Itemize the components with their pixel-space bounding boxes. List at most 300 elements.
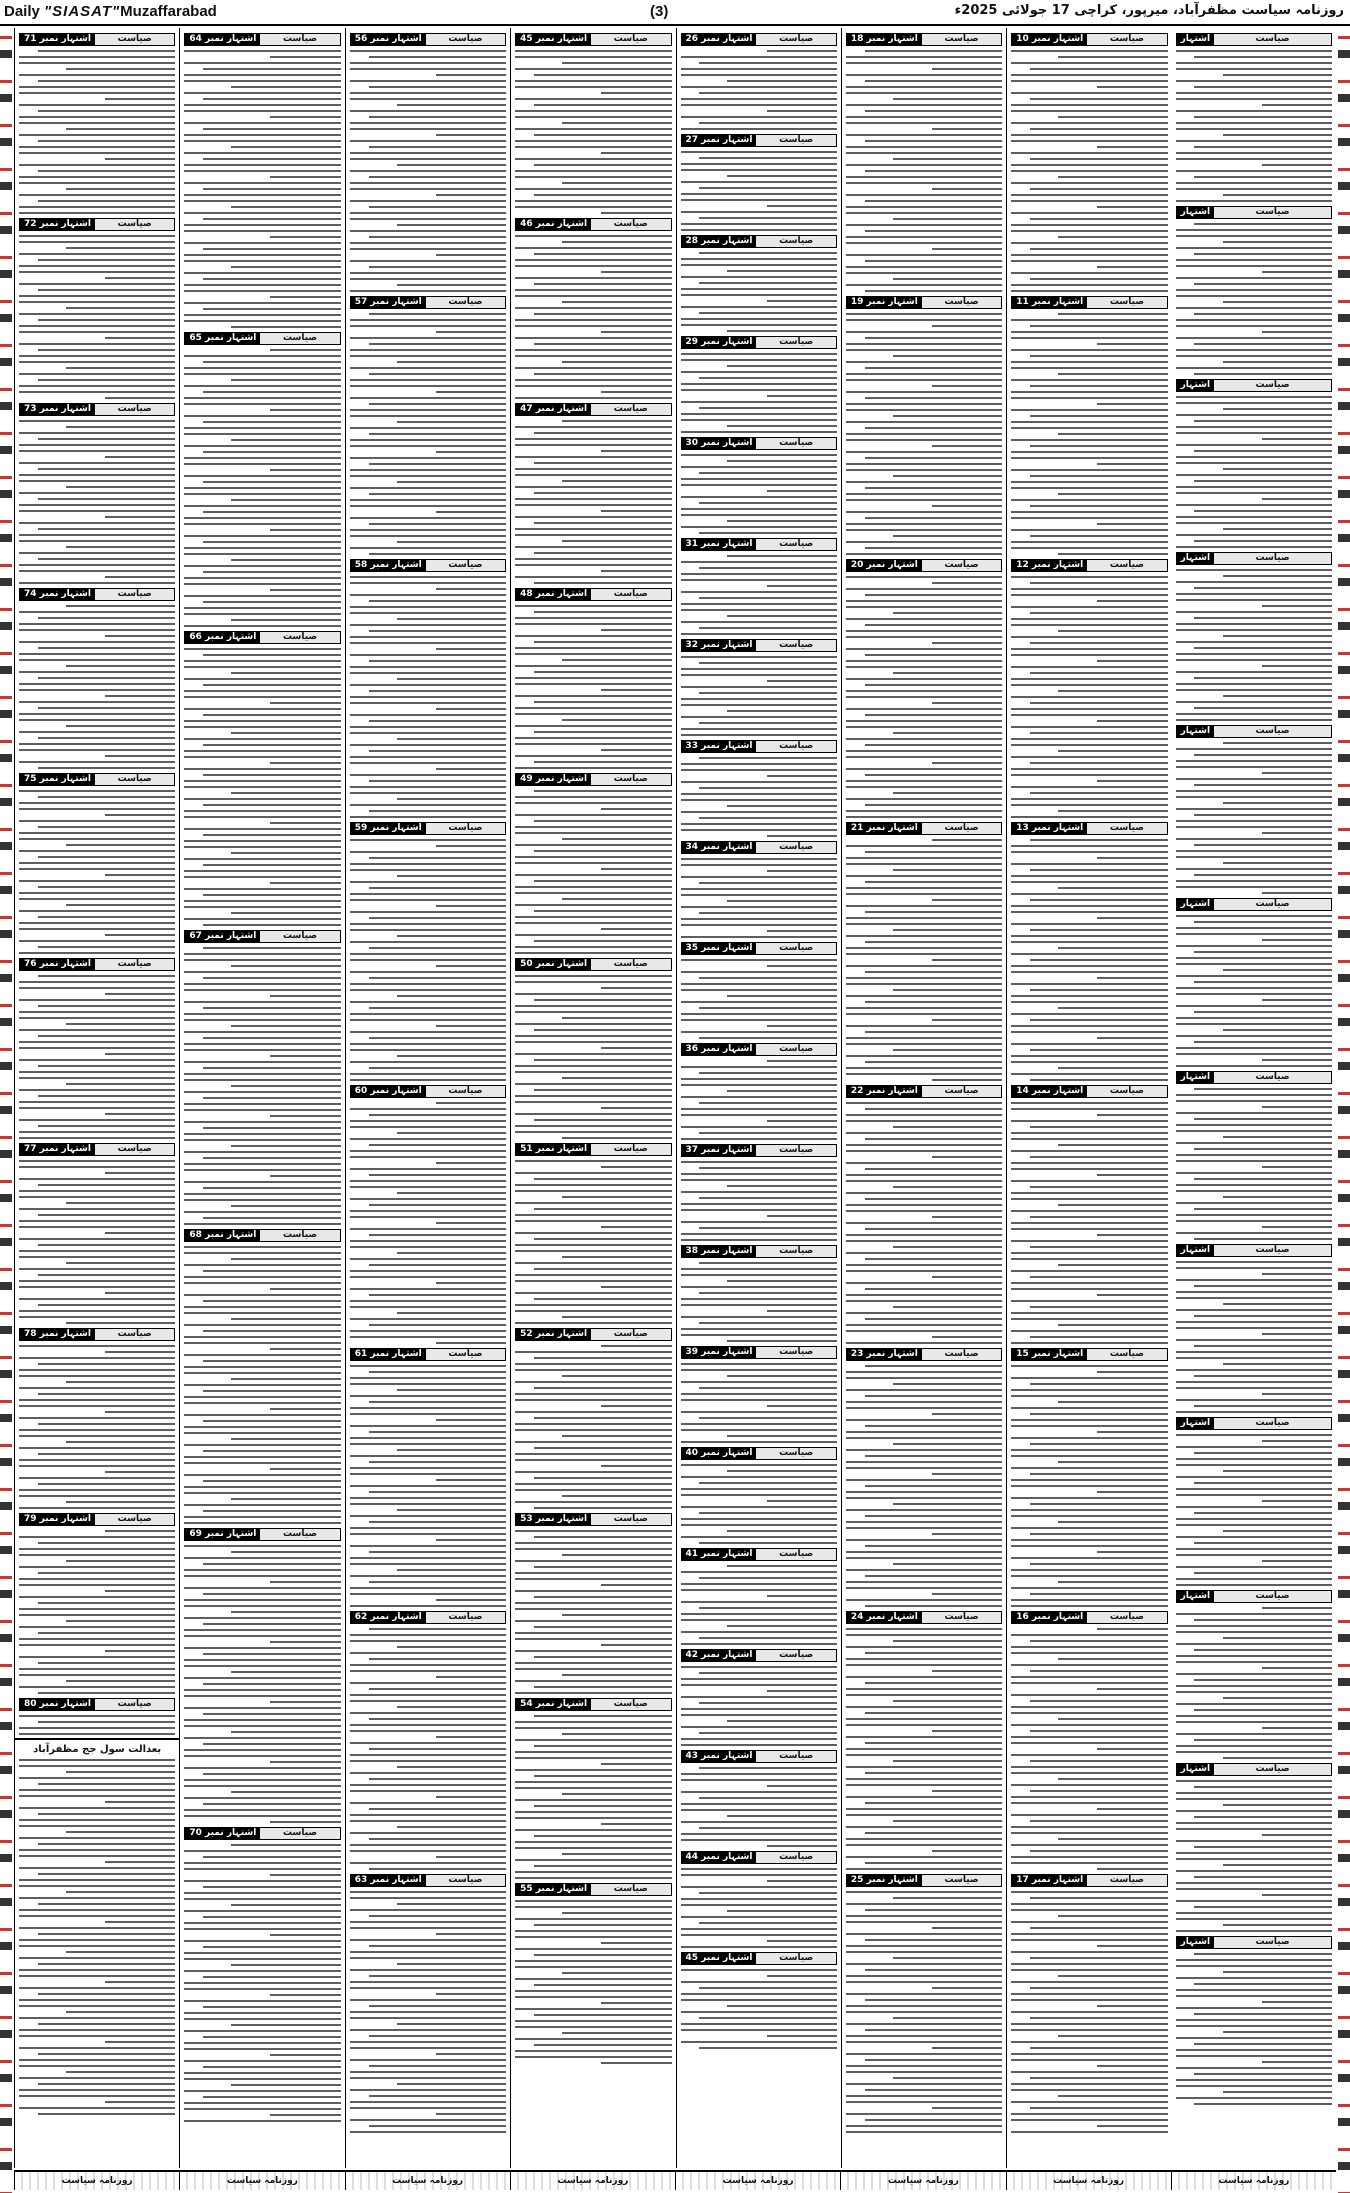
ad-number-label: اشتہار نمبر 12 xyxy=(1012,560,1087,571)
ad-brand-label: صیاست xyxy=(1214,1072,1331,1083)
ad-brand-label: صیاست xyxy=(756,135,835,146)
ad-body-text xyxy=(350,839,506,1081)
ad-number-label: اشتہار نمبر 15 xyxy=(1012,1349,1087,1360)
ad-header xyxy=(1011,1348,1167,1361)
ad-brand-label: صیاست xyxy=(1214,1418,1331,1429)
ad-number-label: اشتہار نمبر 39 xyxy=(682,1347,757,1358)
ad-number-label: اشتہار نمبر 50 xyxy=(516,959,591,970)
ad-body-text xyxy=(19,1160,175,1324)
ad-number-label: اشتہار نمبر 10 xyxy=(1012,34,1087,45)
ad-header xyxy=(1176,33,1332,46)
ad-brand-label: صیاست xyxy=(426,1875,505,1886)
ad-header xyxy=(1011,559,1167,572)
ad-number-label: اشتہار xyxy=(1177,34,1214,45)
ad-brand-label: صیاست xyxy=(95,959,174,970)
ad-brand-label: صیاست xyxy=(756,1852,835,1863)
ad-number-label: اشتہار نمبر 18 xyxy=(847,34,922,45)
ad-brand-label: صیاست xyxy=(756,640,835,651)
ad-brand-label: صیاست xyxy=(756,1448,835,1459)
ad-body-text xyxy=(681,1767,837,1847)
ad-brand-label: صیاست xyxy=(591,34,670,45)
ad-number-label: اشتہار نمبر 46 xyxy=(516,219,591,230)
ad-number-label: اشتہار نمبر 68 xyxy=(185,1230,260,1241)
ad-body-text xyxy=(681,757,837,837)
footer-segment: روزنامہ سیاست xyxy=(675,2172,840,2190)
ad-header xyxy=(515,1883,671,1896)
ad-header xyxy=(681,1750,837,1763)
ad-brand-label: صیاست xyxy=(1214,1937,1331,1948)
ad-body-text xyxy=(1011,1891,1167,2133)
ad-body-text xyxy=(846,1102,1002,1344)
ad-header xyxy=(515,1328,671,1341)
ad-brand-label: صیاست xyxy=(95,1144,174,1155)
ad-header xyxy=(184,1528,340,1541)
ad-body-text xyxy=(1176,915,1332,1067)
ad-body-text xyxy=(19,1530,175,1694)
ad-header xyxy=(19,1513,175,1526)
ad-number-label: اشتہار نمبر 35 xyxy=(682,943,757,954)
ad-brand-label: صیاست xyxy=(756,337,835,348)
ad-body-text xyxy=(1176,1261,1332,1413)
ad-brand-label: صیاست xyxy=(95,219,174,230)
ad-body-text xyxy=(1011,1628,1167,1870)
ad-body-text xyxy=(184,1844,340,2122)
ad-header xyxy=(515,1698,671,1711)
ad-number-label: اشتہار نمبر 67 xyxy=(185,931,260,942)
ad-number-label: اشتہار نمبر 77 xyxy=(20,1144,95,1155)
ad-body-text xyxy=(515,50,671,214)
ad-brand-label: صیاست xyxy=(95,1699,174,1710)
ad-brand-label: صیاست xyxy=(591,1329,670,1340)
ad-header xyxy=(1176,206,1332,219)
ad-brand-label: صیاست xyxy=(756,1650,835,1661)
ad-header xyxy=(350,296,506,309)
ad-body-text xyxy=(515,1160,671,1324)
ad-number-label: اشتہار نمبر 53 xyxy=(516,1514,591,1525)
ad-brand-label: صیاست xyxy=(922,297,1001,308)
ad-number-label: اشتہار نمبر 32 xyxy=(682,640,757,651)
ad-header xyxy=(184,33,340,46)
ad-brand-label: صیاست xyxy=(260,931,339,942)
ad-number-label: اشتہار xyxy=(1177,1418,1214,1429)
ad-body-text xyxy=(184,947,340,1225)
ad-body-text xyxy=(1011,839,1167,1081)
ad-number-label: اشتہار نمبر 74 xyxy=(20,589,95,600)
column-3 xyxy=(841,28,1006,2168)
ad-body-text xyxy=(1011,313,1167,555)
ad-body-text xyxy=(184,50,340,328)
ad-body-text xyxy=(681,1868,837,1948)
ad-number-label: اشتہار نمبر 34 xyxy=(682,842,757,853)
ad-body-text xyxy=(350,50,506,292)
ad-header xyxy=(19,1698,175,1711)
ad-body-text xyxy=(681,1060,837,1140)
column-8 xyxy=(14,28,179,2168)
ad-body-text xyxy=(681,555,837,635)
ad-header xyxy=(184,1827,340,1840)
ad-header xyxy=(1176,1590,1332,1603)
ad-header xyxy=(681,235,837,248)
masthead-title-english xyxy=(4,3,217,20)
ad-body-text xyxy=(515,235,671,399)
ad-body-text xyxy=(19,605,175,769)
column-1 xyxy=(1172,28,1336,2168)
ad-number-label: اشتہار نمبر 47 xyxy=(516,404,591,415)
ad-header xyxy=(1011,1874,1167,1887)
ad-brand-label: صیاست xyxy=(756,34,835,45)
ad-number-label: اشتہار نمبر 23 xyxy=(847,1349,922,1360)
ad-body-text xyxy=(184,349,340,627)
ad-body-text xyxy=(1011,1365,1167,1607)
ad-brand-label: صیاست xyxy=(1214,1764,1331,1775)
ad-number-label: اشتہار نمبر 66 xyxy=(185,632,260,643)
ad-body-text xyxy=(1011,50,1167,292)
ad-body-text xyxy=(184,1246,340,1524)
ad-brand-label: صیاست xyxy=(756,539,835,550)
ad-brand-label: صیاست xyxy=(922,1349,1001,1360)
ad-body-text xyxy=(1011,1102,1167,1344)
ad-brand-label: صیاست xyxy=(1087,297,1166,308)
ad-number-label: اشتہار xyxy=(1177,380,1214,391)
ad-brand-label: صیاست xyxy=(1214,1591,1331,1602)
ad-body-text xyxy=(681,858,837,938)
ad-number-label: اشتہار نمبر 58 xyxy=(351,560,426,571)
ad-brand-label: صیاست xyxy=(756,1246,835,1257)
ad-body-text xyxy=(1176,742,1332,894)
ad-brand-label: صیاست xyxy=(591,1514,670,1525)
ad-number-label: اشتہار نمبر 52 xyxy=(516,1329,591,1340)
ad-number-label: اشتہار نمبر 16 xyxy=(1012,1612,1087,1623)
court-notice-title: بعدالت سول جج مظفرآباد xyxy=(33,1744,162,1755)
ad-number-label: اشتہار نمبر 20 xyxy=(847,560,922,571)
daily-label: Daily xyxy=(4,3,40,20)
masthead xyxy=(0,0,1350,26)
ad-body-text xyxy=(681,959,837,1039)
ad-body-text xyxy=(19,50,175,214)
ad-number-label: اشتہار نمبر 71 xyxy=(20,34,95,45)
ad-body-text xyxy=(515,420,671,584)
ad-number-label: اشتہار نمبر 29 xyxy=(682,337,757,348)
column-2 xyxy=(1006,28,1171,2168)
ad-brand-label: صیاست xyxy=(426,297,505,308)
city-name: Muzaffarabad xyxy=(120,3,217,20)
ad-number-label: اشتہار نمبر 48 xyxy=(516,589,591,600)
ad-body-text xyxy=(681,353,837,433)
ad-header xyxy=(846,1874,1002,1887)
footer-segment: روزنامہ سیاست xyxy=(1006,2172,1171,2190)
ad-number-label: اشتہار نمبر 80 xyxy=(20,1699,95,1710)
classified-page xyxy=(14,28,1336,2168)
ad-brand-label: صیاست xyxy=(426,34,505,45)
ad-header xyxy=(846,1611,1002,1624)
ad-number-label: اشتہار نمبر 72 xyxy=(20,219,95,230)
ad-header xyxy=(1011,1085,1167,1098)
ad-body-text xyxy=(1011,576,1167,818)
ad-number-label: اشتہار نمبر 21 xyxy=(847,823,922,834)
ad-body-text xyxy=(184,648,340,926)
ad-number-label: اشتہار نمبر 56 xyxy=(351,34,426,45)
ad-number-label: اشتہار نمبر 19 xyxy=(847,297,922,308)
ad-header xyxy=(350,1085,506,1098)
ad-body-text xyxy=(681,656,837,736)
ad-brand-label: صیاست xyxy=(1087,34,1166,45)
ad-body-text xyxy=(1176,50,1332,202)
ad-brand-label: صیاست xyxy=(95,34,174,45)
column-6 xyxy=(345,28,510,2168)
ad-number-label: اشتہار نمبر 41 xyxy=(682,1549,757,1560)
ad-body-text xyxy=(515,1345,671,1509)
ad-brand-label: صیاست xyxy=(922,560,1001,571)
ad-header xyxy=(681,538,837,551)
ad-body-text xyxy=(1176,223,1332,375)
ad-number-label: اشتہار نمبر 57 xyxy=(351,297,426,308)
ad-body-text xyxy=(515,790,671,954)
ad-header xyxy=(681,1346,837,1359)
ad-number-label: اشتہار نمبر 24 xyxy=(847,1612,922,1623)
ad-brand-label: صیاست xyxy=(756,438,835,449)
ad-body-text xyxy=(515,1900,671,2064)
ad-brand-label: صیاست xyxy=(591,1144,670,1155)
ad-brand-label: صیاست xyxy=(922,34,1001,45)
ad-number-label: اشتہار xyxy=(1177,1937,1214,1948)
ad-header xyxy=(681,33,837,46)
ad-number-label: اشتہار نمبر 28 xyxy=(682,236,757,247)
ad-header xyxy=(184,631,340,644)
footer-segment: روزنامہ سیاست xyxy=(345,2172,510,2190)
ad-number-label: اشتہار نمبر 78 xyxy=(20,1329,95,1340)
ad-brand-label: صیاست xyxy=(426,1086,505,1097)
ad-brand-label: صیاست xyxy=(260,1828,339,1839)
ad-header xyxy=(1011,296,1167,309)
ad-number-label: اشتہار xyxy=(1177,207,1214,218)
ad-header xyxy=(681,740,837,753)
ad-brand-label: صیاست xyxy=(591,959,670,970)
ad-brand-label: صیاست xyxy=(1214,34,1331,45)
ad-brand-label: صیاست xyxy=(1214,1245,1331,1256)
ad-brand-label: صیاست xyxy=(756,1953,835,1964)
ad-number-label: اشتہار نمبر 45 xyxy=(682,1953,757,1964)
ad-body-text xyxy=(19,235,175,399)
ad-number-label: اشتہار xyxy=(1177,553,1214,564)
ad-number-label: اشتہار نمبر 54 xyxy=(516,1699,591,1710)
ad-body-text xyxy=(515,605,671,769)
ad-body-text xyxy=(846,50,1002,292)
ad-header xyxy=(846,33,1002,46)
ad-header xyxy=(681,841,837,854)
ad-number-label: اشتہار نمبر 22 xyxy=(847,1086,922,1097)
ad-brand-label: صیاست xyxy=(260,1230,339,1241)
ad-brand-label: صیاست xyxy=(922,1875,1001,1886)
ad-number-label: اشتہار نمبر 63 xyxy=(351,1875,426,1886)
ad-number-label: اشتہار نمبر 75 xyxy=(20,774,95,785)
ad-header xyxy=(515,1143,671,1156)
ad-header xyxy=(1176,379,1332,392)
ad-brand-label: صیاست xyxy=(591,219,670,230)
ad-header xyxy=(19,773,175,786)
ad-header xyxy=(19,958,175,971)
left-border-strip xyxy=(0,28,12,2193)
ad-brand-label: صیاست xyxy=(1087,1349,1166,1360)
ad-body-text xyxy=(1176,396,1332,548)
ad-brand-label: صیاست xyxy=(756,741,835,752)
masthead-title-urdu: روزنامہ سیاست مظفرآباد، میرپور، کراچی 17 جولائی 2025ء xyxy=(954,3,1344,18)
ad-brand-label: صیاست xyxy=(756,1145,835,1156)
ad-number-label: اشتہار نمبر 64 xyxy=(185,34,260,45)
ad-body-text xyxy=(681,50,837,130)
ad-body-text xyxy=(1176,1088,1332,1240)
ad-brand-label: صیاست xyxy=(426,1349,505,1360)
ad-number-label: اشتہار نمبر 11 xyxy=(1012,297,1087,308)
ad-header xyxy=(1176,552,1332,565)
ad-body-text xyxy=(846,1365,1002,1607)
ad-header xyxy=(681,942,837,955)
ad-body-text xyxy=(350,1891,506,2133)
ad-body-text xyxy=(1176,569,1332,721)
ad-body-text xyxy=(681,1262,837,1342)
ad-header xyxy=(681,1144,837,1157)
ad-number-label: اشتہار نمبر 13 xyxy=(1012,823,1087,834)
ad-header xyxy=(681,639,837,652)
ad-brand-label: صیاست xyxy=(922,1612,1001,1623)
ad-header xyxy=(1011,822,1167,835)
ad-number-label: اشتہار xyxy=(1177,1591,1214,1602)
ad-body-text xyxy=(681,1363,837,1443)
ad-header xyxy=(681,1649,837,1662)
ad-brand-label: صیاست xyxy=(1214,553,1331,564)
ad-header xyxy=(184,1229,340,1242)
ad-brand-label: صیاست xyxy=(1214,899,1331,910)
ad-number-label: اشتہار نمبر 51 xyxy=(516,1144,591,1155)
ad-number-label: اشتہار نمبر 79 xyxy=(20,1514,95,1525)
ad-header xyxy=(681,1952,837,1965)
ad-number-label: اشتہار نمبر 45 xyxy=(516,34,591,45)
ad-number-label: اشتہار نمبر 62 xyxy=(351,1612,426,1623)
ad-brand-label: صیاست xyxy=(922,823,1001,834)
ad-number-label: اشتہار xyxy=(1177,1764,1214,1775)
ad-number-label: اشتہار xyxy=(1177,899,1214,910)
ad-number-label: اشتہار نمبر 69 xyxy=(185,1529,260,1540)
ad-brand-label: صیاست xyxy=(591,404,670,415)
brand-name: "SIASAT" xyxy=(44,3,121,20)
ad-header xyxy=(846,1085,1002,1098)
ad-header xyxy=(350,1348,506,1361)
ad-brand-label: صیاست xyxy=(1087,1612,1166,1623)
ad-body-text xyxy=(515,975,671,1139)
ad-brand-label: صیاست xyxy=(95,589,174,600)
footer-strip xyxy=(14,2170,1336,2190)
ad-body-text xyxy=(1176,1607,1332,1759)
ad-number-label: اشتہار نمبر 38 xyxy=(682,1246,757,1257)
ad-body-text xyxy=(1176,1953,1332,2105)
ad-header xyxy=(681,1043,837,1056)
ad-header xyxy=(19,33,175,46)
ad-number-label: اشتہار نمبر 70 xyxy=(185,1828,260,1839)
ad-brand-label: صیاست xyxy=(756,1044,835,1055)
ad-header xyxy=(1011,33,1167,46)
ad-header xyxy=(1176,1071,1332,1084)
ad-brand-label: صیاست xyxy=(426,1612,505,1623)
ad-body-text xyxy=(681,1969,837,2049)
ad-brand-label: صیاست xyxy=(591,774,670,785)
ad-brand-label: صیاست xyxy=(756,842,835,853)
ad-header xyxy=(350,33,506,46)
ad-brand-label: صیاست xyxy=(1214,726,1331,737)
ad-number-label: اشتہار نمبر 42 xyxy=(682,1650,757,1661)
ad-header xyxy=(846,822,1002,835)
ad-brand-label: صیاست xyxy=(95,1329,174,1340)
ad-header xyxy=(19,1328,175,1341)
column-7 xyxy=(179,28,344,2168)
ad-header xyxy=(1176,1763,1332,1776)
ad-body-text xyxy=(681,1666,837,1746)
ad-header xyxy=(350,559,506,572)
ad-brand-label: صیاست xyxy=(95,404,174,415)
ad-number-label: اشتہار نمبر 49 xyxy=(516,774,591,785)
ad-body-text xyxy=(681,1464,837,1544)
ad-brand-label: صیاست xyxy=(260,34,339,45)
ad-header xyxy=(681,1447,837,1460)
ad-brand-label: صیاست xyxy=(1087,560,1166,571)
ad-header xyxy=(681,1851,837,1864)
ad-header xyxy=(681,1548,837,1561)
ad-number-label: اشتہار نمبر 33 xyxy=(682,741,757,752)
ad-header xyxy=(515,958,671,971)
ad-header xyxy=(1176,1936,1332,1949)
ad-header xyxy=(681,134,837,147)
ad-number-label: اشتہار نمبر 44 xyxy=(682,1852,757,1863)
ad-header xyxy=(19,588,175,601)
column-4 xyxy=(676,28,841,2168)
ad-number-label: اشتہار نمبر 61 xyxy=(351,1349,426,1360)
ad-header xyxy=(19,1143,175,1156)
ad-brand-label: صیاست xyxy=(1214,380,1331,391)
ad-number-label: اشتہار xyxy=(1177,726,1214,737)
ad-number-label: اشتہار نمبر 76 xyxy=(20,959,95,970)
ad-header xyxy=(1176,725,1332,738)
ad-brand-label: صیاست xyxy=(591,1884,670,1895)
ad-body-text xyxy=(350,313,506,555)
ad-brand-label: صیاست xyxy=(1087,1086,1166,1097)
ad-body-text xyxy=(350,1365,506,1607)
ad-brand-label: صیاست xyxy=(756,1347,835,1358)
ad-number-label: اشتہار نمبر 60 xyxy=(351,1086,426,1097)
footer-segment: روزنامہ سیاست xyxy=(14,2172,179,2190)
ad-header xyxy=(184,930,340,943)
ad-header xyxy=(1176,898,1332,911)
ad-brand-label: صیاست xyxy=(426,823,505,834)
ad-number-label: اشتہار نمبر 40 xyxy=(682,1448,757,1459)
footer-segment: روزنامہ سیاست xyxy=(840,2172,1005,2190)
ad-header xyxy=(515,1513,671,1526)
ad-header xyxy=(19,403,175,416)
ad-brand-label: صیاست xyxy=(591,1699,670,1710)
ad-brand-label: صیاست xyxy=(756,1751,835,1762)
ad-number-label: اشتہار نمبر 65 xyxy=(185,333,260,344)
ad-body-text xyxy=(19,790,175,954)
ad-body-text xyxy=(350,1102,506,1344)
ad-body-text xyxy=(1176,1434,1332,1586)
ad-brand-label: صیاست xyxy=(1214,207,1331,218)
ad-header xyxy=(515,33,671,46)
ad-number-label: اشتہار xyxy=(1177,1072,1214,1083)
ad-brand-label: صیاست xyxy=(260,632,339,643)
ad-header xyxy=(515,403,671,416)
ad-brand-label: صیاست xyxy=(1087,1875,1166,1886)
footer-segment: روزنامہ سیاست xyxy=(510,2172,675,2190)
ad-number-label: اشتہار نمبر 37 xyxy=(682,1145,757,1156)
ad-body-text xyxy=(846,1891,1002,2133)
ad-header xyxy=(681,437,837,450)
